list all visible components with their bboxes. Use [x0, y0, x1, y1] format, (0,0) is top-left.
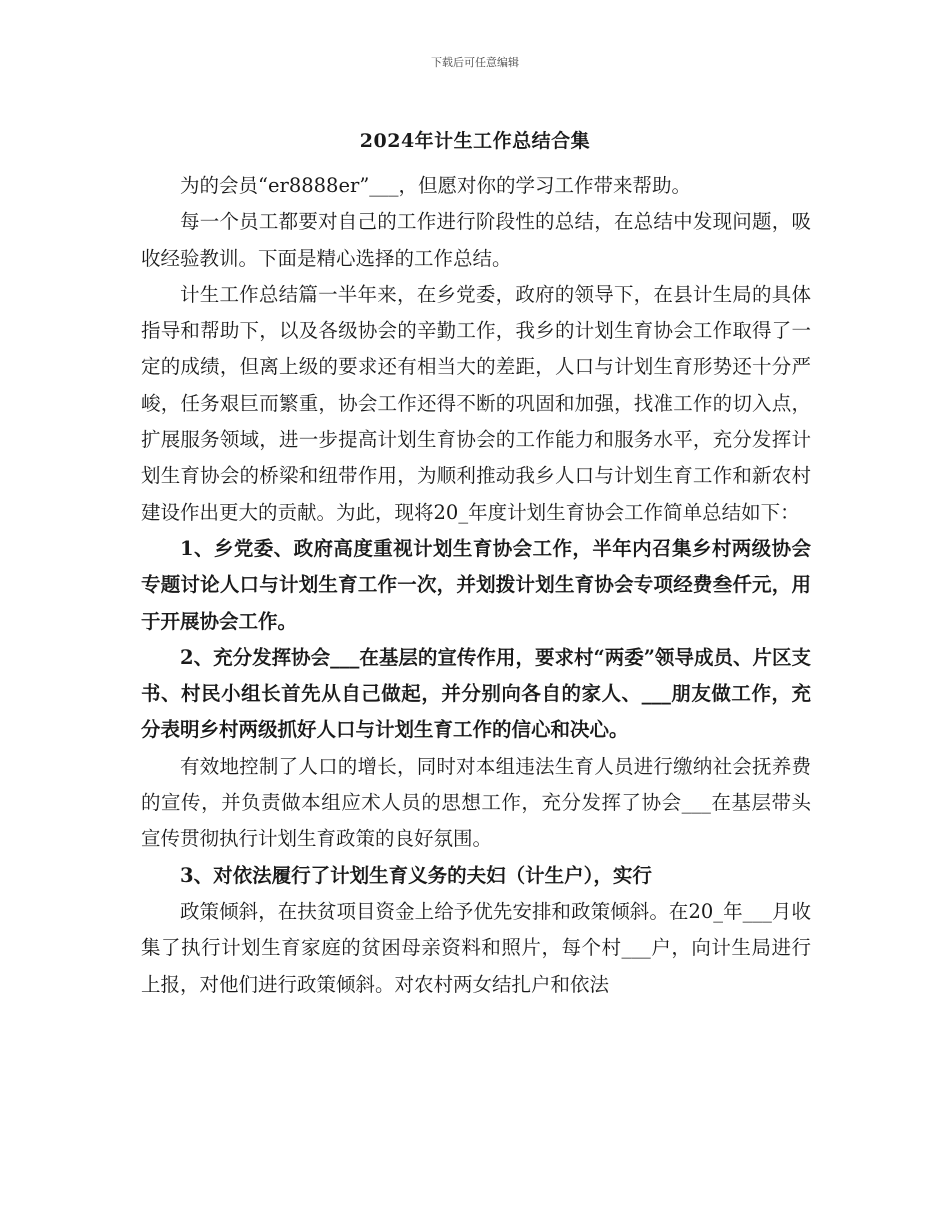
paragraph-point-2: 2、充分发挥协会___在基层的宣传作用，要求村“两委”领导成员、片区支书、村民小组长首先从自己做起，并分别向各自的家人、___朋友做工作，充分表明乡村两级抓好人口与计划生育工作的信心和决心。 [141, 645, 811, 742]
page-header-note: 下载后可任意编辑 [431, 56, 519, 69]
paragraph-section-one: 计生工作总结篇一半年来，在乡党委，政府的领导下，在县计生局的具体指导和帮助下，以及各级协会的辛勤工作，我乡的计划生育协会工作取得了一定的成绩，但离上级的要求还有相当大的差距，人口与计划生育形势还十分严峻，任务艰巨而繁重，协会工作还得不断的巩固和加强，找准工作的切入点，扩展服务领域，进一步提高计划生育协会的工作能力和服务水平，充分发挥计划生育协会的桥梁和纽带作用，为顺利推动我乡人口与计划生育工作和新农村建设作出更大的贡献。为此，现将20_年度计划生育协会工作简单总结如下： [141, 282, 811, 524]
paragraph-point-3: 3、对依法履行了计划生育义务的夫妇（计生户），实行 [180, 863, 652, 887]
paragraph-summary-purpose: 每一个员工都要对自己的工作进行阶段性的总结，在总结中发现问题，吸收经验教训。下面是精心选择的工作总结。 [141, 210, 811, 270]
paragraph-intro: 为的会员“er8888er”___，但愿对你的学习工作带来帮助。 [180, 174, 692, 197]
paragraph-policy-support: 政策倾斜，在扶贫项目资金上给予优先安排和政策倾斜。在20_年___月收集了执行计划生育家庭的贫困母亲资料和照片，每个村___户，向计生局进行上报，对他们进行政策倾斜。对农村两女结扎户和依法 [141, 899, 811, 996]
paragraph-population-control: 有效地控制了人口的增长，同时对本组违法生育人员进行缴纳社会抚养费的宣传，并负责做本组应术人员的思想工作，充分发挥了协会___在基层带头宣传贯彻执行计划生育政策的良好氛围。 [141, 754, 811, 851]
document-title: 2024年计生工作总结合集 [359, 130, 591, 152]
document-body [141, 168, 811, 1003]
paragraph-point-1: 1、乡党委、政府高度重视计划生育协会工作，半年内召集乡村两级协会专题讨论人口与计划生育工作一次，并划拨计划生育协会专项经费叁仟元，用于开展协会工作。 [141, 536, 811, 633]
